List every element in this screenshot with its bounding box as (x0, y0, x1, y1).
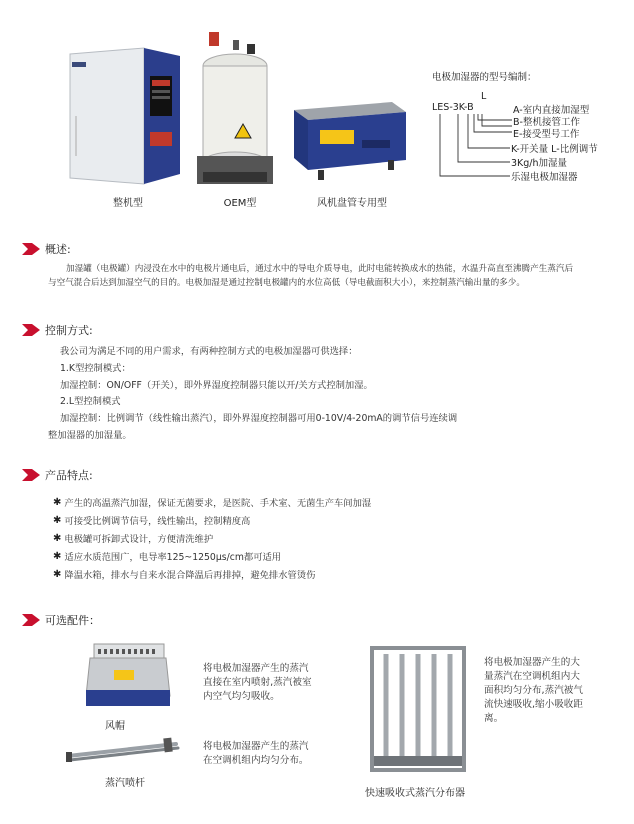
red-arrow-icon (22, 469, 40, 481)
feature-item: ✱ 产生的高温蒸汽加湿，保证无菌要求，是医院、手术室、无菌生产车间加湿 (53, 496, 372, 509)
product-caption-fan-coil: 风机盘管专用型 (317, 198, 387, 209)
oem-humidifier-image (195, 30, 275, 188)
feature-item: ✱ 电极罐可拆卸式设计，方便清洗维护 (53, 532, 214, 545)
product-caption-whole-unit: 整机型 (113, 198, 143, 209)
model-option-a: A-室内直接加湿型 (513, 105, 590, 116)
model-code-title: 电极加湿器的型号编制： (432, 72, 537, 83)
section-features-heading (22, 467, 93, 483)
star-bullet-icon: ✱ (53, 568, 62, 580)
steam-hood-image (86, 640, 172, 708)
star-bullet-icon: ✱ (53, 550, 62, 562)
control-l-desc-cont: 整加湿器的加湿量。 (48, 430, 132, 441)
accessory-desc-distributor: 将电极加湿器产生的大 量蒸汽在空调机组内大 面积均匀分布,蒸汽被气 流快速吸收,缩小吸收距 离。 (484, 657, 583, 724)
steam-spray-rod-image (60, 736, 184, 764)
accessory-caption-spray-rod: 蒸汽喷杆 (105, 778, 145, 789)
model-option-brand: 乐湿电极加湿器 (511, 172, 578, 183)
feature-item: ✱ 降温水箱，排水与自来水混合降温后再排掉，避免排水管烫伤 (53, 568, 316, 581)
control-k-desc: 加湿控制：ON/OFF（开关），即外界湿度控制器只能以开/关方式控制加湿。 (60, 380, 373, 391)
accessory-caption-distributor: 快速吸收式蒸汽分布器 (365, 788, 465, 799)
red-arrow-icon (22, 324, 40, 336)
section-overview-heading (22, 241, 71, 257)
accessory-desc-hood: 将电极加湿器产生的蒸汽 直接在室内喷射,蒸汽被室 内空气均匀吸收。 (203, 663, 312, 702)
control-intro: 我公司为满足不同的用户需求，有两种控制方式的电极加湿器可供选择： (60, 346, 358, 357)
steam-distributor-image (368, 644, 468, 774)
model-option-k-l: K-开关量 L-比例调节 (511, 144, 598, 155)
accessory-caption-hood: 风帽 (105, 721, 125, 732)
model-option-b: B-整机接管工作 (513, 117, 580, 128)
control-l-desc: 加湿控制：比例调节（线性输出蒸汽），即外界湿度控制器可用0-10V/4-20mA的调节信号连续调 (60, 413, 458, 424)
overview-paragraph: 加湿罐（电极罐）内浸没在水中的电极片通电后，通过水中的导电介质导电，此时电能转换成水的热能，水温升高直至沸腾产生蒸汽后与空气混合后达到加湿空气的目的。电极加湿是通过控制电极罐内的水位高低（导电截面积大小），来控制蒸汽输出量的多少。 (48, 264, 574, 288)
section-title: 概述: (45, 243, 71, 256)
control-l-mode: 2.L型控制模式 (60, 396, 121, 407)
red-arrow-icon (22, 614, 40, 626)
section-title: 控制方式: (45, 324, 93, 337)
star-bullet-icon: ✱ (53, 496, 62, 508)
product-caption-oem: OEM型 (223, 198, 257, 209)
model-code-connector-lines (430, 112, 520, 182)
feature-item: ✱ 适应水质范围广，电导率125~1250μs/cm都可适用 (53, 550, 282, 563)
section-title: 可选配件： (45, 614, 100, 627)
model-option-capacity: 3Kg/h加湿量 (511, 158, 568, 169)
fan-coil-humidifier-image (292, 100, 408, 186)
whole-unit-humidifier-image (66, 46, 184, 186)
star-bullet-icon: ✱ (53, 514, 62, 526)
model-option-e: E-接受型号工作 (513, 129, 580, 140)
section-accessories-heading (22, 612, 100, 628)
control-k-mode: 1.K型控制模式： (60, 363, 131, 374)
feature-item: ✱ 可接受比例调节信号，线性输出，控制精度高 (53, 514, 251, 527)
red-arrow-icon (22, 243, 40, 255)
accessory-desc-spray-rod: 将电极加湿器产生的蒸汽 在空调机组内均匀分布。 (203, 741, 309, 766)
star-bullet-icon: ✱ (53, 532, 62, 544)
section-title: 产品特点: (45, 469, 93, 482)
section-control-heading (22, 322, 93, 338)
model-code-l-option: L (481, 91, 487, 102)
model-code: LES-3K-B (432, 102, 474, 113)
